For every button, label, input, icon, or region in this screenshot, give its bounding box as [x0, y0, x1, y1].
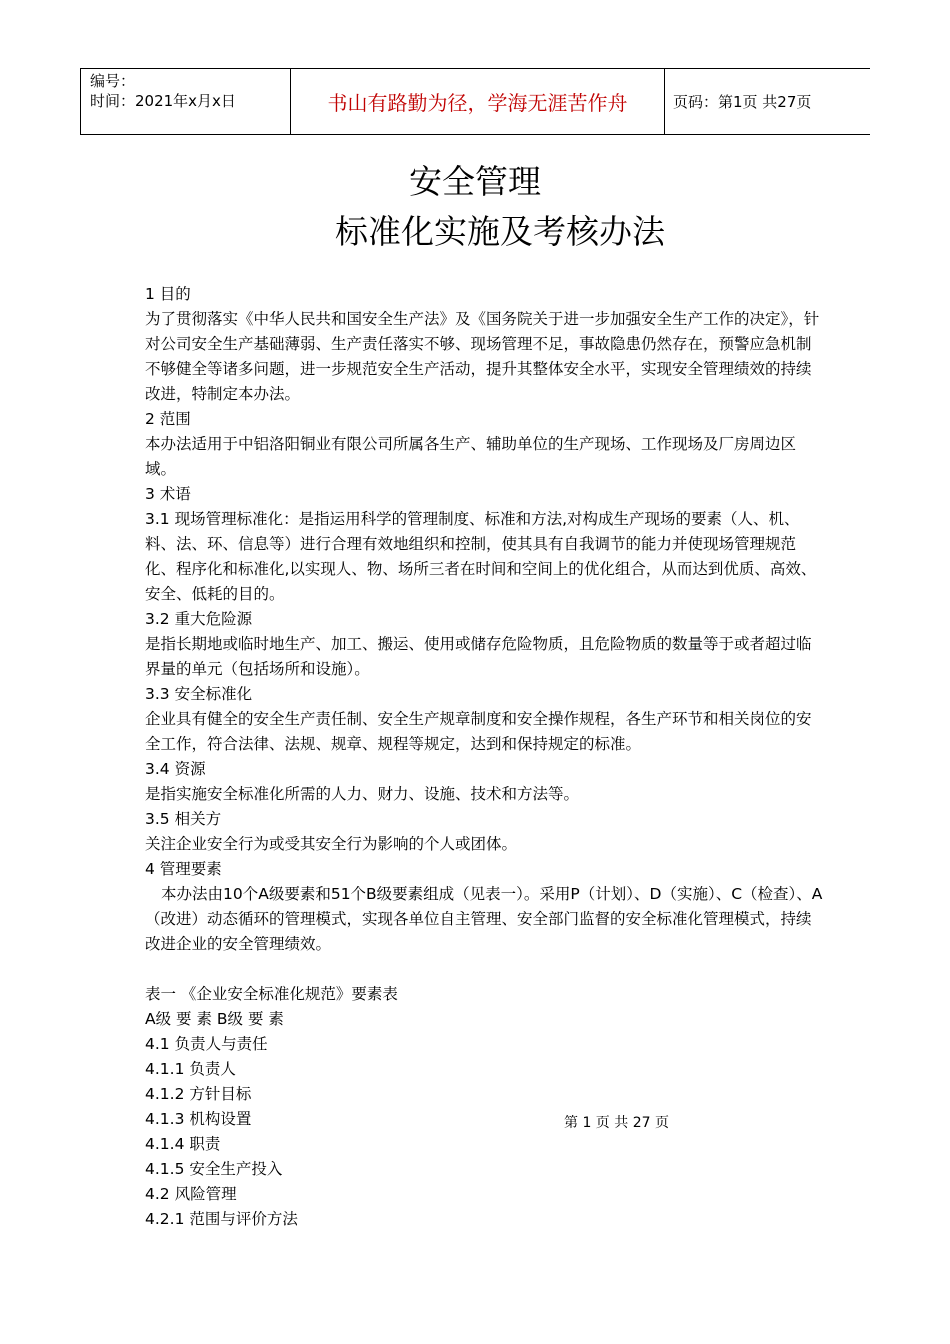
header-page-info: 页码：第1页 共27页	[665, 69, 871, 135]
document-body	[145, 282, 825, 1232]
table-header: A级 要 素 B级 要 素	[145, 1010, 284, 1028]
header-table	[80, 68, 870, 135]
header-info-cell	[81, 69, 291, 135]
list-item: 4.2 风险管理	[145, 1185, 237, 1203]
document-number-label: 编号：	[90, 72, 136, 90]
section-heading: 1 目的	[145, 285, 191, 303]
page-footer: 第 1 页 共 27 页	[564, 1115, 669, 1131]
paragraph: 是指长期地或临时地生产、加工、搬运、使用或储存危险物质，且危险物质的数量等于或者超过临界量的单元（包括场所和设施）。	[145, 635, 812, 678]
document-title-line2: 标准化实施及考核办法	[335, 212, 665, 251]
subsection-heading: 3.4 资源	[145, 760, 206, 778]
document-title-line1: 安全管理	[409, 162, 541, 201]
paragraph: 本办法适用于中铝洛阳铜业有限公司所属各生产、辅助单位的生产现场、工作现场及厂房周边区域。	[145, 435, 797, 478]
subsection-heading: 3.2 重大危险源	[145, 610, 253, 628]
list-item: 4.1 负责人与责任	[145, 1035, 268, 1053]
document-date: 时间：2021年x月x日	[90, 92, 236, 110]
list-item: 4.2.1 范围与评价方法	[145, 1210, 298, 1228]
header-motto: 书山有路勤为径，学海无涯苦作舟	[291, 69, 665, 135]
paragraph: 关注企业安全行为或受其安全行为影响的个人或团体。	[145, 835, 518, 853]
section-heading: 2 范围	[145, 410, 191, 428]
list-item: 4.1.4 职责	[145, 1135, 221, 1153]
paragraph: 本办法由10个A级要素和51个B级要素组成（见表一）。采用P（计划）、D（实施）、C（检查）、A（改进）动态循环的管理模式，实现各单位自主管理、安全部门监督的安全标准化管理模式，持续改进企业的安全管理绩效。	[145, 885, 823, 953]
list-item: 4.1.1 负责人	[145, 1060, 236, 1078]
list-item: 4.1.3 机构设置	[145, 1110, 252, 1128]
section-heading: 3 术语	[145, 485, 191, 503]
table-caption: 表一 《企业安全标准化规范》要素表	[145, 985, 398, 1003]
paragraph: 是指实施安全标准化所需的人力、财力、设施、技术和方法等。	[145, 785, 580, 803]
section-heading: 4 管理要素	[145, 860, 222, 878]
paragraph: 为了贯彻落实《中华人民共和国安全生产法》及《国务院关于进一步加强安全生产工作的决定》，针对公司安全生产基础薄弱、生产责任落实不够、现场管理不足，事故隐患仍然存在，预警应急机制不够健全等诸多问题，进一步规范安全生产活动，提升其整体安全水平，实现安全管理绩效的持续改进，特制定本办法。	[145, 310, 820, 403]
paragraph: 3.1 现场管理标准化：是指运用科学的管理制度、标准和方法,对构成生产现场的要素（人、机、料、法、环、信息等）进行合理有效地组织和控制，使其具有自我调节的能力并使现场管理规范化、程序化和标准化,以实现人、物、场所三者在时间和空间上的优化组合，从而达到优质、高效、安全、低耗的目的。	[145, 510, 817, 603]
subsection-heading: 3.5 相关方	[145, 810, 222, 828]
list-item: 4.1.5 安全生产投入	[145, 1160, 283, 1178]
list-item: 4.1.2 方针目标	[145, 1085, 252, 1103]
subsection-heading: 3.3 安全标准化	[145, 685, 253, 703]
paragraph: 企业具有健全的安全生产责任制、安全生产规章制度和安全操作规程，各生产环节和相关岗位的安全工作，符合法律、法规、规章、规程等规定，达到和保持规定的标准。	[145, 710, 812, 753]
